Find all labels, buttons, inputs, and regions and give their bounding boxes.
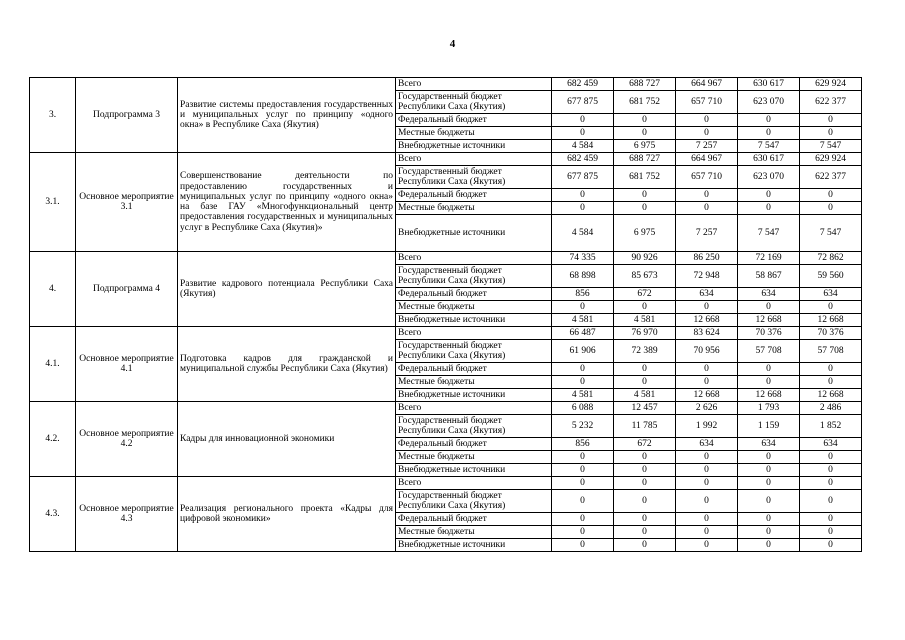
funding-source: Государственный бюджет Республики Саха (Якутия) — [396, 415, 552, 438]
amount-cell: 12 668 — [676, 389, 738, 402]
amount-cell: 623 070 — [738, 91, 800, 114]
amount-cell: 0 — [552, 464, 614, 477]
amount-cell: 4 581 — [614, 314, 676, 327]
amount-cell: 0 — [800, 513, 862, 526]
amount-cell: 657 710 — [676, 166, 738, 189]
amount-cell: 4 581 — [614, 389, 676, 402]
amount-cell: 0 — [800, 301, 862, 314]
amount-cell: 1 793 — [738, 402, 800, 415]
amount-cell: 7 257 — [676, 140, 738, 153]
amount-cell: 0 — [800, 464, 862, 477]
amount-cell: 0 — [676, 363, 738, 376]
amount-cell: 0 — [552, 526, 614, 539]
amount-cell: 634 — [676, 438, 738, 451]
funding-source: Федеральный бюджет — [396, 189, 552, 202]
amount-cell: 629 924 — [800, 78, 862, 91]
amount-cell: 677 875 — [552, 91, 614, 114]
amount-cell: 630 617 — [738, 78, 800, 91]
amount-cell: 630 617 — [738, 153, 800, 166]
amount-cell: 0 — [614, 526, 676, 539]
amount-cell: 0 — [738, 202, 800, 215]
amount-cell: 11 785 — [614, 415, 676, 438]
amount-cell: 0 — [614, 114, 676, 127]
funding-source: Федеральный бюджет — [396, 114, 552, 127]
amount-cell: 0 — [614, 451, 676, 464]
amount-cell: 0 — [800, 114, 862, 127]
item-number: 3.1. — [30, 153, 76, 252]
funding-source: Государственный бюджет Республики Саха (Якутия) — [396, 166, 552, 189]
program-name: Основное мероприятие 3.1 — [76, 153, 178, 252]
program-description: Совершенствование деятельности по предоставлению государственных и муниципальных услуг по принципу «одного окна» на базе ГАУ «Многофункциональный центр предоставления государственных и муниципальных услуг в Республике Саха (Якутия)» — [178, 153, 396, 252]
amount-cell: 61 906 — [552, 340, 614, 363]
funding-source: Внебюджетные источники — [396, 140, 552, 153]
amount-cell: 7 547 — [800, 215, 862, 252]
amount-cell: 664 967 — [676, 78, 738, 91]
funding-source: Внебюджетные источники — [396, 215, 552, 252]
amount-cell: 57 708 — [738, 340, 800, 363]
amount-cell: 57 708 — [800, 340, 862, 363]
program-description: Кадры для инновационной экономики — [178, 402, 396, 477]
amount-cell: 634 — [676, 288, 738, 301]
amount-cell: 682 459 — [552, 153, 614, 166]
amount-cell: 12 668 — [800, 389, 862, 402]
funding-source: Государственный бюджет Республики Саха (Якутия) — [396, 265, 552, 288]
item-number: 4.3. — [30, 477, 76, 552]
amount-cell: 0 — [552, 477, 614, 490]
amount-cell: 6 975 — [614, 215, 676, 252]
amount-cell: 0 — [738, 114, 800, 127]
amount-cell: 0 — [614, 477, 676, 490]
funding-source: Внебюджетные источники — [396, 539, 552, 552]
amount-cell: 70 376 — [738, 327, 800, 340]
amount-cell: 688 727 — [614, 78, 676, 91]
amount-cell: 856 — [552, 438, 614, 451]
table-row — [30, 78, 862, 91]
amount-cell: 0 — [552, 127, 614, 140]
amount-cell: 682 459 — [552, 78, 614, 91]
amount-cell: 0 — [552, 202, 614, 215]
amount-cell: 0 — [676, 451, 738, 464]
amount-cell: 72 948 — [676, 265, 738, 288]
amount-cell: 622 377 — [800, 166, 862, 189]
program-name: Основное мероприятие 4.2 — [76, 402, 178, 477]
amount-cell: 0 — [676, 490, 738, 513]
program-name: Основное мероприятие 4.3 — [76, 477, 178, 552]
funding-source: Внебюджетные источники — [396, 464, 552, 477]
amount-cell: 0 — [738, 526, 800, 539]
table-row — [30, 327, 862, 340]
amount-cell: 66 487 — [552, 327, 614, 340]
program-description: Подготовка кадров для гражданской и муниципальной службы Республики Саха (Якутия) — [178, 327, 396, 402]
amount-cell: 0 — [614, 376, 676, 389]
amount-cell: 0 — [552, 363, 614, 376]
funding-source: Всего — [396, 78, 552, 91]
amount-cell: 0 — [552, 490, 614, 513]
amount-cell: 0 — [676, 127, 738, 140]
amount-cell: 7 547 — [738, 140, 800, 153]
amount-cell: 0 — [738, 464, 800, 477]
amount-cell: 0 — [738, 189, 800, 202]
amount-cell: 0 — [738, 363, 800, 376]
page-number: 4 — [449, 38, 456, 50]
amount-cell: 68 898 — [552, 265, 614, 288]
amount-cell: 12 668 — [738, 389, 800, 402]
amount-cell: 0 — [800, 127, 862, 140]
amount-cell: 1 159 — [738, 415, 800, 438]
amount-cell: 0 — [676, 464, 738, 477]
funding-source: Федеральный бюджет — [396, 513, 552, 526]
table-row — [30, 477, 862, 490]
item-number: 4.1. — [30, 327, 76, 402]
amount-cell: 0 — [800, 363, 862, 376]
funding-source: Внебюджетные источники — [396, 314, 552, 327]
funding-source: Всего — [396, 402, 552, 415]
amount-cell: 634 — [738, 288, 800, 301]
amount-cell: 0 — [676, 539, 738, 552]
amount-cell: 86 250 — [676, 252, 738, 265]
funding-source: Федеральный бюджет — [396, 288, 552, 301]
program-name: Подпрограмма 4 — [76, 252, 178, 327]
amount-cell: 657 710 — [676, 91, 738, 114]
amount-cell: 0 — [552, 189, 614, 202]
table-body — [30, 78, 862, 552]
amount-cell: 0 — [614, 127, 676, 140]
amount-cell: 672 — [614, 438, 676, 451]
funding-source: Федеральный бюджет — [396, 438, 552, 451]
table-row — [30, 252, 862, 265]
funding-source: Всего — [396, 477, 552, 490]
amount-cell: 623 070 — [738, 166, 800, 189]
amount-cell: 90 926 — [614, 252, 676, 265]
amount-cell: 59 560 — [800, 265, 862, 288]
funding-source: Местные бюджеты — [396, 376, 552, 389]
amount-cell: 7 257 — [676, 215, 738, 252]
amount-cell: 0 — [614, 490, 676, 513]
amount-cell: 12 668 — [676, 314, 738, 327]
amount-cell: 12 457 — [614, 402, 676, 415]
program-description: Развитие кадрового потенциала Республики Саха (Якутия) — [178, 252, 396, 327]
amount-cell: 1 992 — [676, 415, 738, 438]
amount-cell: 5 232 — [552, 415, 614, 438]
amount-cell: 0 — [614, 513, 676, 526]
amount-cell: 0 — [676, 202, 738, 215]
amount-cell: 0 — [614, 202, 676, 215]
amount-cell: 0 — [800, 189, 862, 202]
amount-cell: 12 668 — [800, 314, 862, 327]
amount-cell: 7 547 — [738, 215, 800, 252]
amount-cell: 1 852 — [800, 415, 862, 438]
item-number: 3. — [30, 78, 76, 153]
amount-cell: 0 — [800, 526, 862, 539]
program-description: Реализация регионального проекта «Кадры для цифровой экономики» — [178, 477, 396, 552]
program-description: Развитие системы предоставления государственных и муниципальных услуг по принципу «одного окна» в Республике Саха (Якутия) — [178, 78, 396, 153]
amount-cell: 72 862 — [800, 252, 862, 265]
amount-cell: 688 727 — [614, 153, 676, 166]
funding-source: Государственный бюджет Республики Саха (Якутия) — [396, 91, 552, 114]
amount-cell: 0 — [738, 490, 800, 513]
amount-cell: 634 — [800, 288, 862, 301]
amount-cell: 0 — [800, 477, 862, 490]
amount-cell: 672 — [614, 288, 676, 301]
amount-cell: 0 — [552, 539, 614, 552]
amount-cell: 72 169 — [738, 252, 800, 265]
amount-cell: 85 673 — [614, 265, 676, 288]
table-row — [30, 402, 862, 415]
program-name: Основное мероприятие 4.1 — [76, 327, 178, 402]
funding-source: Местные бюджеты — [396, 202, 552, 215]
funding-source: Местные бюджеты — [396, 127, 552, 140]
amount-cell: 4 584 — [552, 140, 614, 153]
funding-source: Местные бюджеты — [396, 301, 552, 314]
funding-source: Всего — [396, 153, 552, 166]
amount-cell: 0 — [738, 301, 800, 314]
amount-cell: 0 — [738, 127, 800, 140]
amount-cell: 856 — [552, 288, 614, 301]
amount-cell: 83 624 — [676, 327, 738, 340]
funding-source: Местные бюджеты — [396, 526, 552, 539]
amount-cell: 7 547 — [800, 140, 862, 153]
amount-cell: 634 — [738, 438, 800, 451]
amount-cell: 0 — [800, 376, 862, 389]
amount-cell: 74 335 — [552, 252, 614, 265]
item-number: 4. — [30, 252, 76, 327]
item-number: 4.2. — [30, 402, 76, 477]
amount-cell: 0 — [676, 376, 738, 389]
funding-source: Местные бюджеты — [396, 451, 552, 464]
amount-cell: 4 581 — [552, 389, 614, 402]
amount-cell: 677 875 — [552, 166, 614, 189]
amount-cell: 0 — [800, 539, 862, 552]
amount-cell: 0 — [614, 189, 676, 202]
budget-table — [29, 77, 862, 552]
amount-cell: 0 — [676, 114, 738, 127]
amount-cell: 0 — [614, 363, 676, 376]
amount-cell: 58 867 — [738, 265, 800, 288]
amount-cell: 0 — [552, 451, 614, 464]
funding-source: Государственный бюджет Республики Саха (Якутия) — [396, 490, 552, 513]
amount-cell: 0 — [800, 202, 862, 215]
table-row — [30, 153, 862, 166]
amount-cell: 0 — [676, 301, 738, 314]
funding-source: Всего — [396, 252, 552, 265]
amount-cell: 70 376 — [800, 327, 862, 340]
program-name: Подпрограмма 3 — [76, 78, 178, 153]
amount-cell: 0 — [676, 477, 738, 490]
amount-cell: 6 088 — [552, 402, 614, 415]
amount-cell: 76 970 — [614, 327, 676, 340]
amount-cell: 0 — [738, 451, 800, 464]
amount-cell: 6 975 — [614, 140, 676, 153]
amount-cell: 664 967 — [676, 153, 738, 166]
amount-cell: 0 — [552, 376, 614, 389]
amount-cell: 0 — [738, 477, 800, 490]
amount-cell: 70 956 — [676, 340, 738, 363]
amount-cell: 0 — [676, 189, 738, 202]
amount-cell: 0 — [676, 526, 738, 539]
amount-cell: 4 581 — [552, 314, 614, 327]
amount-cell: 634 — [800, 438, 862, 451]
amount-cell: 681 752 — [614, 91, 676, 114]
amount-cell: 4 584 — [552, 215, 614, 252]
amount-cell: 0 — [800, 490, 862, 513]
amount-cell: 0 — [738, 376, 800, 389]
amount-cell: 0 — [552, 114, 614, 127]
amount-cell: 622 377 — [800, 91, 862, 114]
amount-cell: 0 — [800, 451, 862, 464]
amount-cell: 0 — [614, 301, 676, 314]
amount-cell: 0 — [552, 301, 614, 314]
amount-cell: 2 626 — [676, 402, 738, 415]
amount-cell: 629 924 — [800, 153, 862, 166]
amount-cell: 72 389 — [614, 340, 676, 363]
amount-cell: 0 — [614, 464, 676, 477]
funding-source: Государственный бюджет Республики Саха (Якутия) — [396, 340, 552, 363]
funding-source: Федеральный бюджет — [396, 363, 552, 376]
amount-cell: 12 668 — [738, 314, 800, 327]
funding-source: Внебюджетные источники — [396, 389, 552, 402]
amount-cell: 0 — [614, 539, 676, 552]
amount-cell: 681 752 — [614, 166, 676, 189]
amount-cell: 0 — [676, 513, 738, 526]
amount-cell: 0 — [552, 513, 614, 526]
amount-cell: 0 — [738, 539, 800, 552]
amount-cell: 2 486 — [800, 402, 862, 415]
amount-cell: 0 — [738, 513, 800, 526]
funding-source: Всего — [396, 327, 552, 340]
